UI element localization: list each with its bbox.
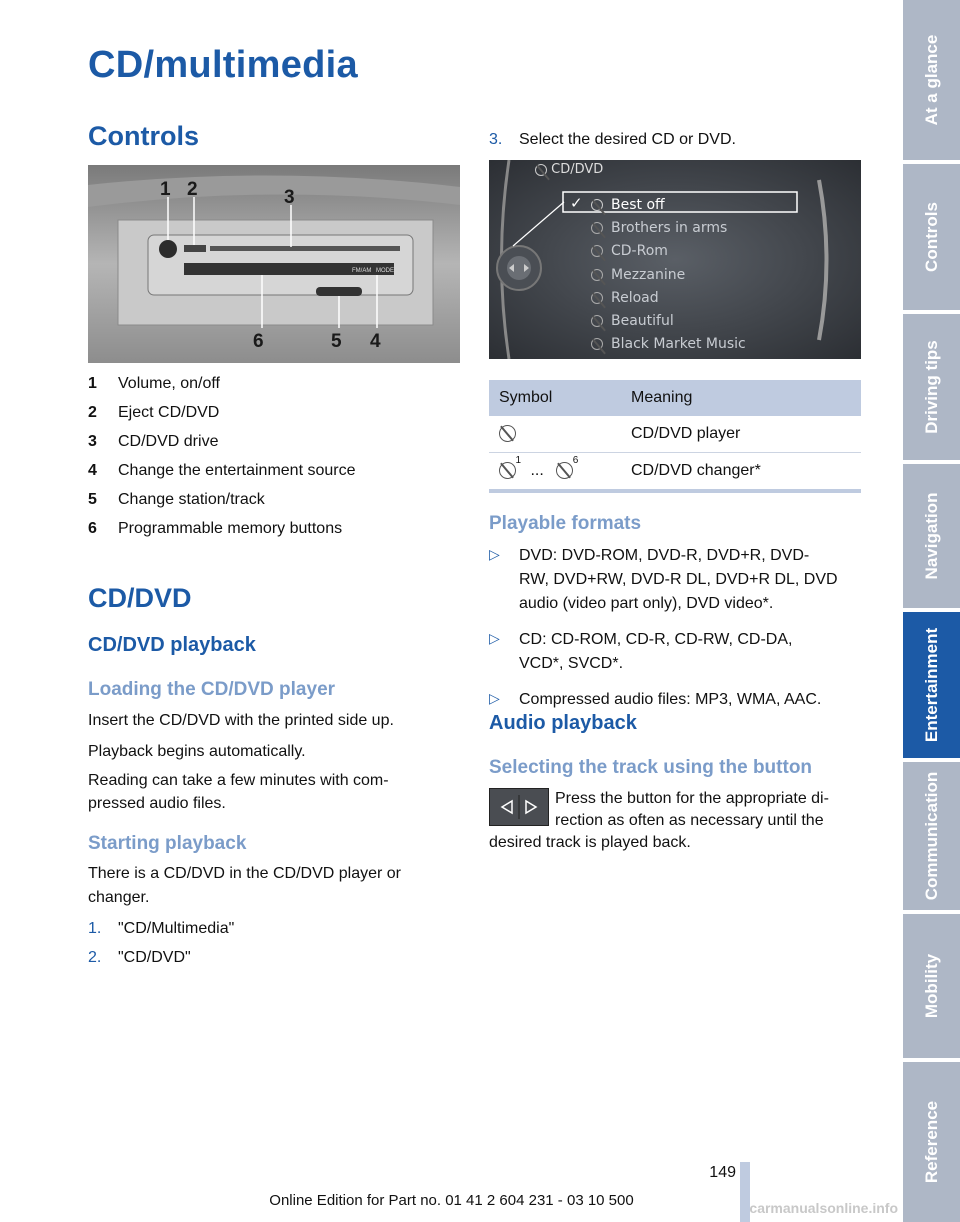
disc-icon: [591, 338, 603, 350]
disc-list-item[interactable]: Reload: [591, 287, 746, 310]
tab-communication[interactable]: Communication: [903, 762, 960, 910]
steps-list: [88, 920, 234, 978]
list-item: 4 Change the entertainment source: [88, 462, 356, 479]
callout-2: 2: [187, 179, 198, 200]
disc-list-item[interactable]: Best off: [591, 194, 746, 217]
page-title: CD/multimedia: [88, 44, 358, 86]
list-item: 3 CD/DVD drive: [88, 433, 219, 450]
tab-mobility[interactable]: Mobility: [903, 914, 960, 1058]
tab-reference[interactable]: Reference: [903, 1062, 960, 1222]
callout-5: 5: [331, 331, 342, 352]
check-icon: ✓: [570, 194, 583, 212]
list-item: 3. Select the desired CD or DVD.: [489, 131, 736, 148]
disc-list-item[interactable]: CD-Rom: [591, 240, 746, 263]
loading-heading: Loading the CD/DVD player: [88, 679, 336, 700]
symbol-table: [489, 380, 861, 493]
disc-list-item[interactable]: Black Market Music: [591, 333, 746, 356]
disc-icon: [591, 292, 603, 304]
disc-icon: [535, 164, 547, 176]
step-3: [489, 131, 736, 160]
next-track-icon: [526, 801, 536, 813]
tab-navigation[interactable]: Navigation: [903, 464, 960, 608]
fm-am-button-label: FM/AM: [352, 268, 372, 274]
table-row: CD/DVD player: [489, 416, 861, 453]
list-item: 5 Change station/track: [88, 491, 265, 508]
callout-3: 3: [284, 187, 295, 208]
disc-icon: [591, 269, 603, 281]
disc-icon: [591, 199, 603, 211]
tab-at-a-glance[interactable]: At a glance: [903, 0, 960, 160]
starting-heading: Starting playback: [88, 833, 247, 854]
formats-list: [489, 544, 859, 712]
screen-title: CD/DVD: [535, 162, 603, 177]
cd-player-photo: [88, 165, 460, 363]
section-controls-heading: Controls: [88, 121, 199, 151]
list-item: ▷ CD: CD-ROM, CD-R, CD-RW, CD-DA, VCD*, SVCD*.: [489, 628, 859, 676]
disc-icon: [591, 315, 603, 327]
disc-list: [591, 194, 746, 356]
table-header: Symbol: [489, 380, 621, 416]
selecting-paragraph-tail: desired track is played back.: [489, 834, 691, 851]
tab-driving-tips[interactable]: Driving tips: [903, 314, 960, 460]
mode-button-label: MODE: [376, 268, 394, 274]
chapter-sidebar: [903, 0, 960, 1222]
section-cd-dvd-heading: CD/DVD: [88, 583, 192, 613]
callout-6: 6: [253, 331, 264, 352]
footer-text: Online Edition for Part no. 01 41 2 604 231 - 03 10 500: [269, 1192, 634, 1209]
loading-paragraph: Insert the CD/DVD with the printed side up. Playback begins automatically. Reading can take a few minutes with com- pressed audio files.: [88, 712, 394, 812]
table-header: Meaning: [621, 380, 861, 416]
controls-list: [88, 375, 355, 549]
tab-controls[interactable]: Controls: [903, 164, 960, 310]
selecting-heading: Selecting the track using the button: [489, 757, 813, 778]
track-arrow-buttons: [489, 788, 549, 826]
disc-icon: [591, 245, 603, 257]
table-row: 1 ... 6 CD/DVD changer*: [489, 453, 861, 492]
list-item: 6 Programmable memory buttons: [88, 520, 343, 537]
list-item: ▷ DVD: DVD-ROM, DVD-R, DVD+R, DVD- RW, DVD+RW, DVD-R DL, DVD+R DL, DVD audio (video part only), DVD video*.: [489, 544, 859, 616]
tab-entertainment[interactable]: Entertainment: [903, 612, 960, 758]
page-number: 149: [709, 1164, 736, 1181]
list-item: ▷ Compressed audio files: MP3, WMA, AAC.: [489, 688, 859, 712]
disc-list-item[interactable]: Brothers in arms: [591, 217, 746, 240]
list-item: 2. "CD/DVD": [88, 949, 191, 966]
cd-changer-6-icon: 6: [556, 462, 573, 479]
playable-formats-heading: Playable formats: [489, 513, 642, 534]
triangle-bullet-icon: ▷: [489, 690, 500, 706]
callout-4: 4: [370, 331, 381, 352]
cd-dvd-playback-heading: CD/DVD playback: [88, 634, 256, 656]
list-item: 1 Volume, on/off: [88, 375, 220, 392]
starting-paragraph: There is a CD/DVD in the CD/DVD player or changer.: [88, 865, 401, 906]
disc-icon: [591, 222, 603, 234]
list-item: 1. "CD/Multimedia": [88, 920, 235, 937]
callout-1: 1: [160, 179, 171, 200]
idrive-screen: [489, 160, 861, 359]
list-item: 2 Eject CD/DVD: [88, 404, 220, 421]
disc-list-item[interactable]: Mezzanine: [591, 264, 746, 287]
disc-list-item[interactable]: Beautiful: [591, 310, 746, 333]
triangle-bullet-icon: ▷: [489, 630, 500, 646]
selecting-paragraph-lead: Press the button for the appropriate di- rection as often as necessary until the: [555, 790, 829, 829]
cd-disc-icon: [499, 425, 516, 442]
triangle-bullet-icon: ▷: [489, 546, 500, 562]
audio-playback-heading: Audio playback: [489, 712, 637, 734]
previous-track-icon: [502, 801, 512, 813]
cd-changer-1-icon: 1: [499, 462, 516, 479]
watermark: carmanualsonline.info: [749, 1200, 898, 1216]
